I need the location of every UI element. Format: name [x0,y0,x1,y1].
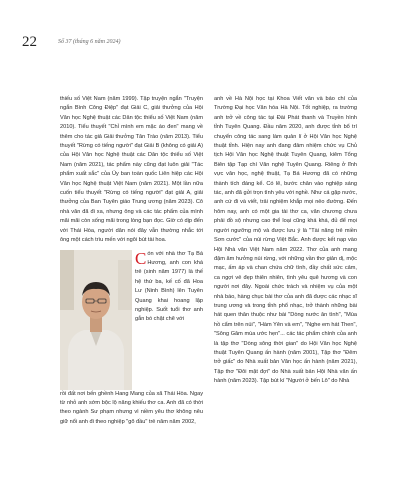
author-photo [60,250,132,390]
left-paragraph-1: thiếu số Việt Nam (năm 1999). Tập truyện ngắn "Truyện ngắn Bình Công Điệp" đạt Giải C, giải thưởng của Hội Văn học Nghệ thuật các Dân tộc thiểu số Việt Nam (năm 2010). Tiểu thuyết "Chỉ mình em mặc áo đen" mang về thêm cho tác giả Giải thưởng Tân Trào (năm 2013). Tiểu thuyết "Rừng có tiếng người" đạt Giải B (không có giải A) của Hội Văn học Nghệ thuật các Dân tộc thiểu số Việt Nam (năm 2021), tác phẩm này cũng đạt luôn giải "Tác phẩm xuất sắc" của Ủy ban toàn quốc Liên hiệp các Hội Văn học Nghệ thuật Việt Nam (năm 2021). Một lần nữa cuốn tiểu thuyết "Rừng có tiếng người" đạt giải A, giải thưởng của Ban Tuyên giáo Trung ương (năm 2023). Cô nhà văn đã đi xa, nhưng ông và các tác phẩm của mình mãi mãi còn sống mãi trong lòng bạn đọc. Giờ có dịp đến với Thái Hòa, người dân nói đây vẫn thường nhắc tới ông một cách trìu mến với ngôi bút tài hoa. [60,96,203,244]
right-column [214,95,357,387]
dropcap: C [135,248,147,268]
photo-block [60,250,203,390]
left-column [60,95,203,427]
page-number: 22 [22,34,37,50]
right-paragraph-1: anh về Hà Nội học tại Khoa Viết văn và báo chí của Trường Đại học Văn hóa Hà Nội. Tốt nghiệp, ra trường anh trở về công tác tại Đài Phát thanh và Truyền hình tỉnh Tuyên Quang. Đầu năm 2020, anh được tỉnh bổ trí chuyển công tác sang làm quản lí ở Hội Văn học Nghệ thuật tỉnh. Hiện nay anh đang đảm nhiệm chức vụ Chủ tịch Hội Văn học Nghệ thuật Tuyên Quang, kiêm Tổng Biên tập Tạp chí Văn nghệ Tuyên Quang. Riêng ở lĩnh vực văn học, nghệ thuật, Tạ Bá Hương đã có những thành tích đáng kể. Có lẽ, bước chân vào nghiệp sáng tác, anh đã gửi trọn tình yêu với nghề. Như cá gặp nước, anh cứ đi và viết, trải nghiệm khắp mọi nẻo đường. Đến hôm nay, anh có một gia tài thơ ca, văn chương chưa phải đồ sộ nhưng cao thể loại cũng khá khá, đủ để mọi người ngưỡng mộ và được lưu ý là "Tài năng trẻ miền Sơn cước" của núi rừng Việt Bắc. Anh được kết nạp vào Hội Nhà văn Việt Nam năm 2022. Thơ của anh mang đậm âm hưởng núi rừng, với những vần thơ giản dị, mộc mạc, ấm áp và chan chứa chữ tình, đầy chất sức cảm, ca ngợi vẻ đẹp thiên nhiên, tình yêu quê hương và con người nơi đây. Ngoài chức trách và nhiệm vụ của một nhà báo, hàng chục bài thơ của anh đã được các nhạc sĩ trung ương và trong tỉnh phổ nhạc, trở thành những bài hát quen thân thuộc như bài "Dòng nước ân tình", "Mùa hồ cẩm trên núi", "Hàm Yên và em", "Nghe em hát Then", "Sông Gâm mùa ước hẹn"... các tác phẩm chính của anh là tập thơ "Dòng sông thời gian" do Hội Văn học Nghệ thuật Tuyên Quang ấn hành (năm 2001), Tập thơ "Đêm trở giấc" do Nhà xuất bản Văn học ấn hành (năm 2021), Tập thơ "Đôi mặt đợi" do Nhà xuất bản Hội Nhà văn ấn hành (năm 2023). Tập bút kí "Người ở bến Lô" do Nhà [214,96,357,385]
photo-side-paragraph: ón với nhà thơ Tạ Bá Hương, anh con khá trẻ (sinh năm 1977) là thế hệ thứ ba, kế cố đã Hoa Lư (Ninh Bình) lên Tuyên Quang khai hoang lập nghiệp. Suốt tuổi thơ anh gắn bó chặt chẽ với [135,250,203,323]
left-paragraph-2: rồi đất nơi bến ghềnh Hang Mang của xã Thái Hòa. Ngay từ nhỏ anh sớm bộc lộ năng khiếu thơ ca. Anh đã có thời theo ngành Sư phạm nhưng vì niềm yêu thơ không nêu giữ nổi anh đi theo nghiệp "gõ đầu" trẻ năm năm 2002, [60,390,203,425]
photo-side-text [135,250,203,325]
issue-label: Số 37 (tháng 6 năm 2024) [58,39,121,45]
